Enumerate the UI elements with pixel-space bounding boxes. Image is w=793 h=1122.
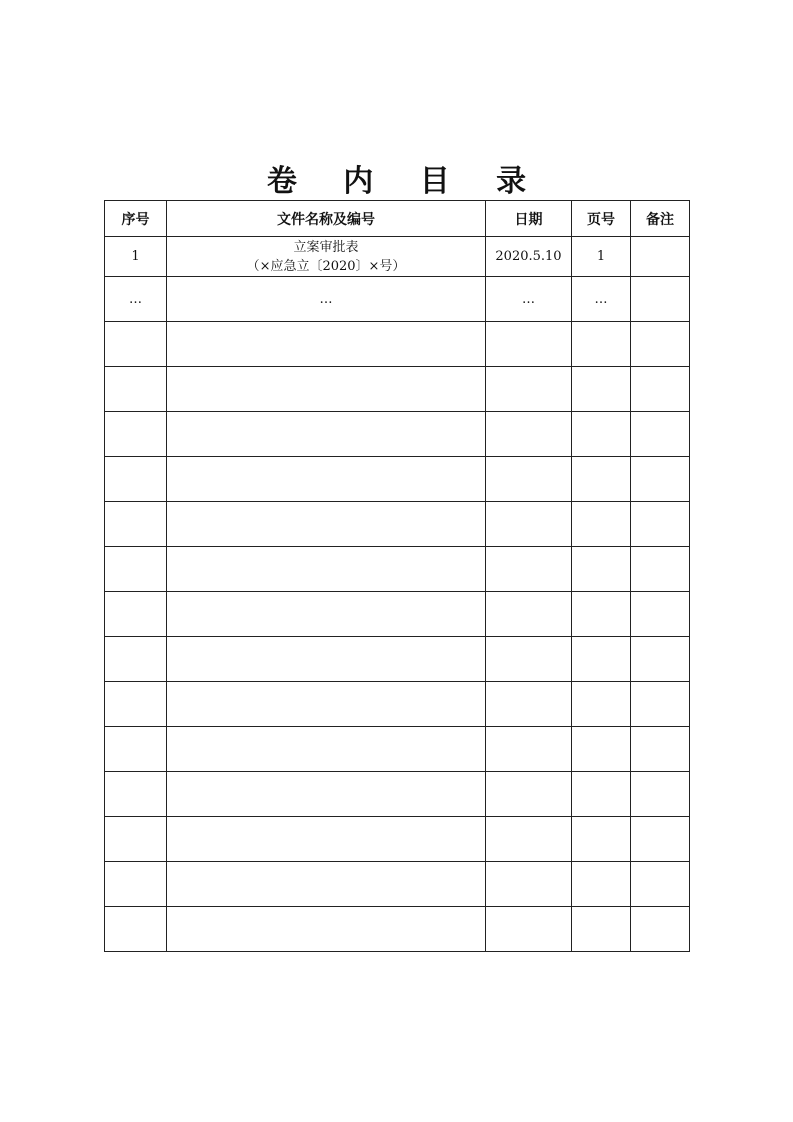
cell-seq xyxy=(105,547,167,592)
cell-seq xyxy=(105,682,167,727)
cell-name xyxy=(167,862,486,907)
cell-page xyxy=(572,817,631,862)
cell-name xyxy=(167,907,486,952)
cell-seq xyxy=(105,457,167,502)
header-row xyxy=(105,201,690,237)
cell-date xyxy=(486,547,572,592)
cell-date xyxy=(486,412,572,457)
cell-name xyxy=(167,457,486,502)
cell-page xyxy=(572,367,631,412)
cell-date xyxy=(486,502,572,547)
cell-page xyxy=(572,547,631,592)
cell-page xyxy=(572,412,631,457)
cell-date xyxy=(486,367,572,412)
table-row xyxy=(105,592,690,637)
cell-date xyxy=(486,772,572,817)
cell-name xyxy=(167,817,486,862)
cell-note xyxy=(631,367,690,412)
cell-seq xyxy=(105,322,167,367)
cell-page xyxy=(572,907,631,952)
table-row xyxy=(105,322,690,367)
table-row xyxy=(105,412,690,457)
cell-seq: 1 xyxy=(105,237,167,277)
cell-date xyxy=(486,682,572,727)
cell-page xyxy=(572,682,631,727)
cell-seq xyxy=(105,502,167,547)
cell-name xyxy=(167,237,486,277)
cell-date: 2020.5.10 xyxy=(486,237,572,277)
cell-seq xyxy=(105,637,167,682)
cell-date xyxy=(486,817,572,862)
header-note: 备注 xyxy=(631,201,690,237)
cell-page xyxy=(572,727,631,772)
cell-seq xyxy=(105,907,167,952)
cell-name xyxy=(167,772,486,817)
cell-page: 1 xyxy=(572,237,631,277)
header-page: 页号 xyxy=(572,201,631,237)
table-row xyxy=(105,237,690,277)
table-row xyxy=(105,772,690,817)
table-row xyxy=(105,277,690,322)
cell-note xyxy=(631,277,690,322)
cell-date xyxy=(486,322,572,367)
cell-page xyxy=(572,862,631,907)
cell-page: … xyxy=(572,277,631,322)
cell-note xyxy=(631,637,690,682)
cell-name xyxy=(167,322,486,367)
cell-name xyxy=(167,547,486,592)
cell-seq xyxy=(105,772,167,817)
cell-note xyxy=(631,817,690,862)
cell-name xyxy=(167,727,486,772)
cell-page xyxy=(572,772,631,817)
cell-note xyxy=(631,727,690,772)
cell-seq xyxy=(105,592,167,637)
cell-note xyxy=(631,457,690,502)
cell-name xyxy=(167,637,486,682)
cell-page xyxy=(572,322,631,367)
table-row xyxy=(105,547,690,592)
cell-date: … xyxy=(486,277,572,322)
table-row xyxy=(105,457,690,502)
cell-date xyxy=(486,592,572,637)
header-date: 日期 xyxy=(486,201,572,237)
table-row xyxy=(105,367,690,412)
cell-date xyxy=(486,907,572,952)
cell-note xyxy=(631,502,690,547)
page-title: 卷 内 目 录 xyxy=(266,164,545,199)
table-row xyxy=(105,817,690,862)
table-row xyxy=(105,682,690,727)
cell-page xyxy=(572,637,631,682)
cell-name-line2: （×应急立〔2020〕×号） xyxy=(246,258,406,274)
cell-note xyxy=(631,682,690,727)
table-row xyxy=(105,862,690,907)
cell-note xyxy=(631,907,690,952)
catalog-table xyxy=(104,200,690,952)
table-row xyxy=(105,637,690,682)
cell-date xyxy=(486,637,572,682)
cell-name xyxy=(167,412,486,457)
cell-note xyxy=(631,592,690,637)
cell-name xyxy=(167,502,486,547)
cell-date xyxy=(486,727,572,772)
cell-seq: … xyxy=(105,277,167,322)
cell-note xyxy=(631,862,690,907)
cell-name xyxy=(167,592,486,637)
cell-seq xyxy=(105,817,167,862)
header-seq: 序号 xyxy=(105,201,167,237)
cell-note xyxy=(631,547,690,592)
cell-date xyxy=(486,457,572,502)
cell-name xyxy=(167,367,486,412)
cell-seq xyxy=(105,727,167,772)
cell-name: … xyxy=(167,277,486,322)
cell-note xyxy=(631,412,690,457)
table-row xyxy=(105,727,690,772)
cell-note xyxy=(631,322,690,367)
header-name: 文件名称及编号 xyxy=(167,201,486,237)
cell-seq xyxy=(105,862,167,907)
cell-page xyxy=(572,502,631,547)
cell-page xyxy=(572,457,631,502)
cell-seq xyxy=(105,412,167,457)
table-row xyxy=(105,907,690,952)
cell-date xyxy=(486,862,572,907)
cell-seq xyxy=(105,367,167,412)
table-row xyxy=(105,502,690,547)
cell-page xyxy=(572,592,631,637)
cell-name-line1: 立案审批表 xyxy=(293,239,359,255)
cell-note xyxy=(631,772,690,817)
cell-note xyxy=(631,237,690,277)
cell-name xyxy=(167,682,486,727)
